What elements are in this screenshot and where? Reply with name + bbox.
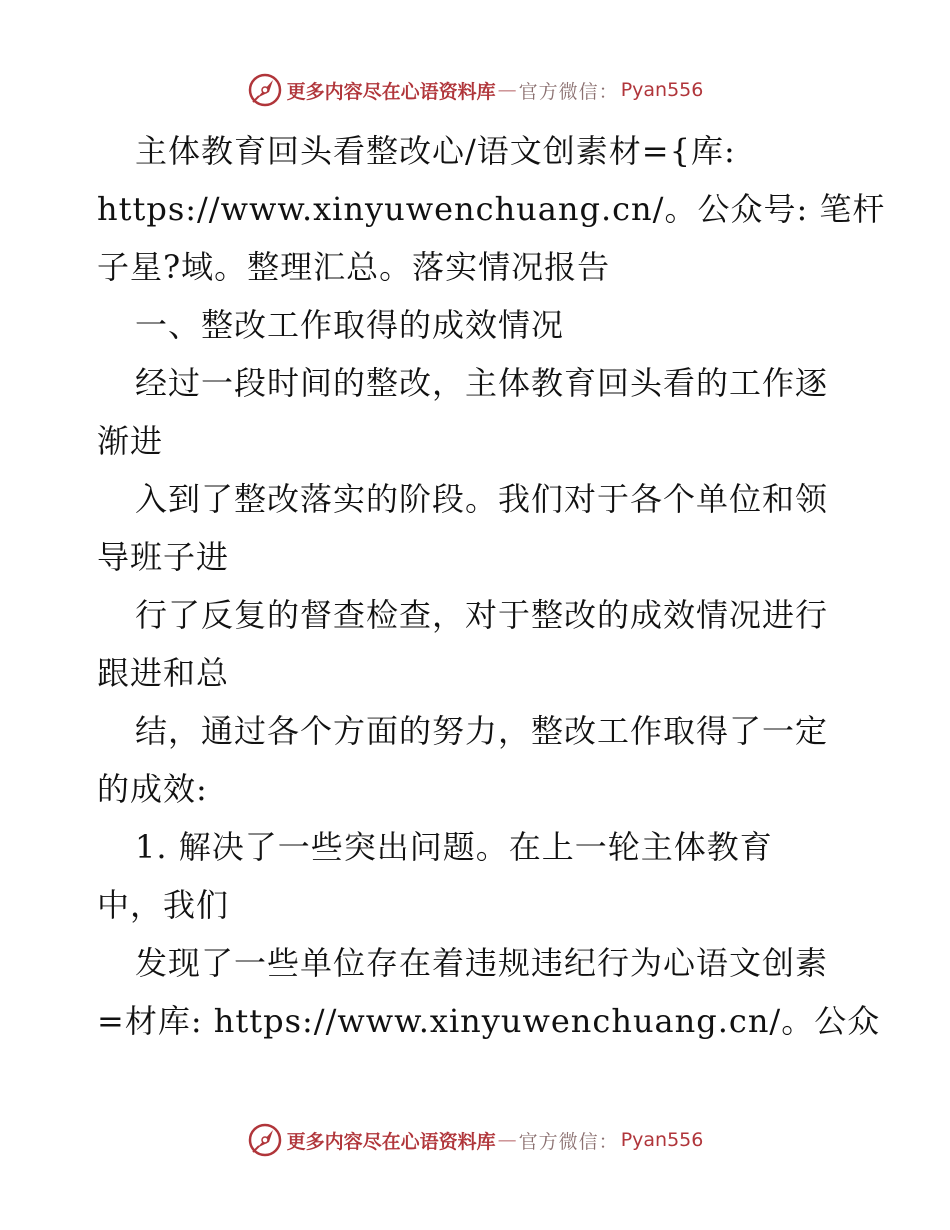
doc-line: 子星?域。整理汇总。落实情况报告 [97, 248, 611, 286]
numbered-item: 1. 解决了一些突出问题。在上一轮主体教育 [135, 828, 773, 866]
doc-line: 入到了整改落实的阶段。我们对于各个单位和领 [135, 480, 829, 518]
doc-line: 经过一段时间的整改，主体教育回头看的工作逐 [135, 364, 829, 402]
doc-line: 行了反复的督查检查，对于整改的成效情况进行 [135, 596, 829, 634]
document-body [97, 122, 886, 1050]
doc-line: https://www.xinyuwenchuang.cn/。公众号: 笔杆 [97, 190, 886, 228]
doc-line: 跟进和总 [97, 654, 230, 692]
doc-line: 渐进 [97, 422, 164, 460]
banner-brand-text: 更多内容尽在心语资料库 [286, 80, 496, 103]
doc-line: 的成效: [97, 770, 208, 808]
banner-wechat-id: Pyan556 [620, 79, 704, 101]
doc-line: 中，我们 [97, 886, 230, 924]
doc-line: 结，通过各个方面的努力，整改工作取得了一定 [135, 712, 829, 750]
banner-dash: — [497, 79, 517, 101]
quill-logo-icon [247, 72, 283, 108]
footer-banner [0, 1120, 950, 1160]
header-banner [0, 70, 950, 110]
doc-line: 发现了一些单位存在着违规违纪行为心语文创素 [135, 944, 829, 982]
quill-logo-icon [247, 1122, 283, 1158]
doc-line: =材库: https://www.xinyuwenchuang.cn/。公众 [97, 1002, 881, 1040]
doc-line-title: 主体教育回头看整改心/语文创素材={库: [135, 132, 736, 170]
banner-wechat-id: Pyan556 [620, 1129, 704, 1151]
banner-official-label: 官方微信： [518, 80, 619, 103]
banner-official-label: 官方微信： [518, 1130, 619, 1153]
section-heading: 一、整改工作取得的成效情况 [135, 306, 565, 344]
banner-brand-text: 更多内容尽在心语资料库 [286, 1130, 496, 1153]
banner-dash: — [497, 1129, 517, 1151]
doc-line: 导班子进 [97, 538, 230, 576]
